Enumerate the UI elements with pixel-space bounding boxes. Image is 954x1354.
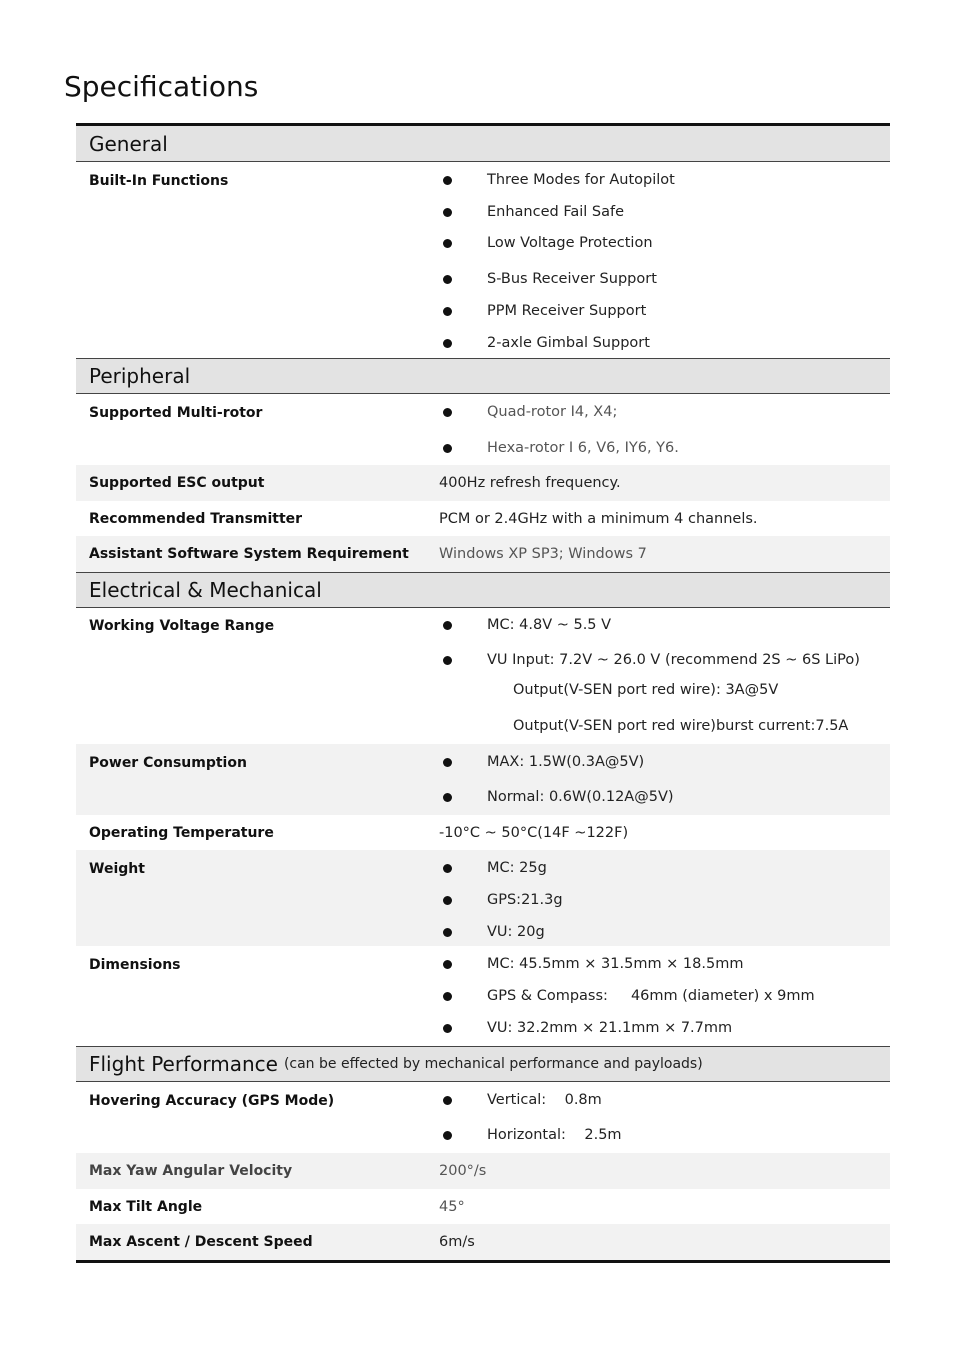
bullet-icon [443,1096,452,1105]
bullet-item: Hexa-rotor I 6, V6, IY6, Y6. [439,440,890,456]
sub-item: Output(V-SEN port red wire)burst current:7.5A [513,718,849,734]
spec-row-weight [76,850,890,946]
bullet-icon [443,758,452,767]
bullet-item: VU Input: 7.2V ~ 26.0 V (recommend 2S ~ 6S LiPo) [439,652,890,682]
spec-value [426,394,890,465]
section-header-electrical-mechanical [76,572,890,608]
spec-row-hovering-accuracy [76,1082,890,1153]
spec-table [76,123,890,1263]
spec-label: Operating Temperature [89,824,274,841]
section-header-peripheral [76,358,890,394]
spec-row-power-consumption [76,744,890,815]
bullet-icon [443,864,452,873]
bullet-item: Low Voltage Protection [439,235,890,251]
spec-label: Max Tilt Angle [89,1198,203,1215]
spec-label: Dimensions [89,957,181,973]
bullet-icon [443,656,452,665]
bullet-icon [443,275,452,284]
spec-row-assistant-software [76,536,890,572]
bullet-item: MC: 25g [439,860,890,892]
spec-value [426,1082,890,1153]
spec-label: Power Consumption [89,755,247,771]
bullet-icon [443,928,452,937]
bullet-item: S-Bus Receiver Support [439,271,890,287]
spec-value [426,162,890,358]
bullet-item: VU: 20g [439,924,890,940]
section-title: General [89,131,168,156]
spec-label: Assistant Software System Requirement [89,546,409,562]
bullet-item: GPS:21.3g [439,892,890,924]
bullet-icon [443,992,452,1001]
spec-value: PCM or 2.4GHz with a minimum 4 channels. [439,510,758,527]
bullet-item: Vertical: 0.8m [439,1092,890,1127]
bullet-icon [443,1024,452,1033]
spec-row-supported-esc-output [76,465,890,501]
spec-value [426,850,890,946]
spec-value [426,608,890,744]
bullet-item: MC: 4.8V ~ 5.5 V [439,617,890,652]
spec-row-built-in-functions [76,162,890,358]
spec-value: Windows XP SP3; Windows 7 [439,546,647,562]
bullet-icon [443,208,452,217]
spec-row-max-ascent-descent-speed [76,1224,890,1260]
spec-label: Weight [89,861,145,877]
bullet-icon [443,444,452,453]
spec-value: 200°/s [439,1163,487,1179]
spec-label: Hovering Accuracy (GPS Mode) [89,1093,335,1109]
sub-item: Output(V-SEN port red wire): 3A@5V [513,682,779,698]
bullet-icon [443,793,452,802]
bullet-item: 2-axle Gimbal Support [439,335,890,351]
bullet-item: VU: 32.2mm × 21.1mm × 7.7mm [439,1020,890,1036]
bullet-icon [443,176,452,185]
bullet-icon [443,307,452,316]
spec-row-max-yaw-angular-velocity [76,1153,890,1189]
spec-label: Working Voltage Range [89,618,275,634]
bullet-item: GPS & Compass: 46mm (diameter) x 9mm [439,988,890,1020]
spec-row-recommended-transmitter [76,501,890,536]
spec-row-operating-temperature [76,815,890,850]
section-title: Electrical & Mechanical [89,578,322,602]
spec-row-dimensions [76,946,890,1046]
bullet-icon [443,960,452,969]
spec-value: 45° [439,1198,465,1215]
bullet-icon [443,896,452,905]
spec-row-supported-multi-rotor [76,394,890,465]
section-title: Peripheral [89,364,191,388]
spec-label: Built-In Functions [89,173,229,189]
spec-label: Supported Multi-rotor [89,405,263,421]
bullet-item: Horizontal: 2.5m [439,1127,890,1143]
section-note: (can be effected by mechanical performance and payloads) [283,1056,703,1072]
spec-value: 6m/s [439,1234,475,1250]
page-title: Specifications [64,70,259,103]
bullet-item: Enhanced Fail Safe [439,204,890,220]
bullet-icon [443,621,452,630]
bullet-item: MAX: 1.5W(0.3A@5V) [439,754,890,789]
spec-label: Max Yaw Angular Velocity [89,1163,293,1179]
bullet-item: MC: 45.5mm × 31.5mm × 18.5mm [439,956,890,988]
spec-row-working-voltage-range [76,608,890,744]
spec-value: -10°C ~ 50°C(14F ~122F) [439,824,629,841]
spec-row-max-tilt-angle [76,1189,890,1224]
spec-label: Recommended Transmitter [89,510,303,527]
bullet-icon [443,408,452,417]
spec-label: Supported ESC output [89,475,265,491]
section-header-general [76,126,890,162]
bullet-item: Quad-rotor I4, X4; [439,404,890,440]
section-header-flight-performance [76,1046,890,1082]
spec-value: 400Hz refresh frequency. [439,475,621,491]
bullet-icon [443,239,452,248]
bullet-item: PPM Receiver Support [439,303,890,319]
bullet-icon [443,339,452,348]
section-title: Flight Performance [89,1052,278,1076]
bullet-item: Three Modes for Autopilot [439,172,890,188]
spec-value [426,744,890,815]
bullet-item: Normal: 0.6W(0.12A@5V) [439,789,890,805]
spec-label: Max Ascent / Descent Speed [89,1234,313,1250]
bullet-icon [443,1131,452,1140]
spec-value [426,946,890,1046]
